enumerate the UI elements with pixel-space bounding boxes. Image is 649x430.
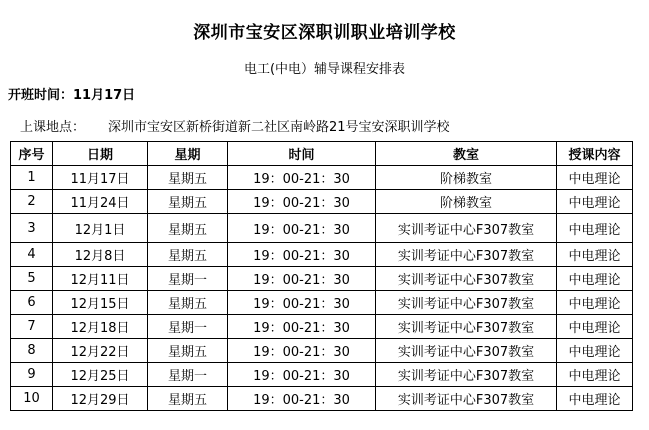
cell-content: 中电理论	[557, 166, 633, 190]
cell-time: 19：00-21：30	[228, 166, 376, 190]
cell-time: 19：00-21：30	[228, 339, 376, 363]
start-time: 开班时间：11月17日	[8, 88, 136, 103]
cell-time: 19：00-21：30	[228, 243, 376, 267]
table-row	[11, 387, 633, 411]
cell-time: 19：00-21：30	[228, 315, 376, 339]
cell-date: 12月18日	[53, 315, 148, 339]
cell-content: 中电理论	[557, 267, 633, 291]
cell-date: 12月8日	[53, 243, 148, 267]
cell-weekday: 星期五	[148, 166, 228, 190]
cell-date: 12月15日	[53, 291, 148, 315]
location-label: 上课地点：	[20, 120, 86, 135]
cell-content: 中电理论	[557, 387, 633, 411]
cell-weekday: 星期五	[148, 214, 228, 243]
cell-date: 12月11日	[53, 267, 148, 291]
cell-room: 阶梯教室	[376, 166, 557, 190]
table-header-row	[11, 142, 633, 166]
column-header-date: 日期	[53, 142, 148, 166]
cell-weekday: 星期一	[148, 267, 228, 291]
cell-no: 8	[11, 339, 53, 363]
cell-weekday: 星期五	[148, 291, 228, 315]
cell-weekday: 星期五	[148, 190, 228, 214]
table-row	[11, 363, 633, 387]
cell-no: 3	[11, 214, 53, 243]
cell-time: 19：00-21：30	[228, 267, 376, 291]
column-header-no: 序号	[11, 142, 53, 166]
cell-no: 2	[11, 190, 53, 214]
table-row	[11, 190, 633, 214]
column-header-time: 时间	[228, 142, 376, 166]
table-row	[11, 166, 633, 190]
cell-content: 中电理论	[557, 315, 633, 339]
cell-weekday: 星期五	[148, 243, 228, 267]
cell-room: 实训考证中心F307教室	[376, 243, 557, 267]
cell-no: 6	[11, 291, 53, 315]
cell-content: 中电理论	[557, 243, 633, 267]
cell-content: 中电理论	[557, 363, 633, 387]
table-row	[11, 243, 633, 267]
cell-date: 12月22日	[53, 339, 148, 363]
cell-no: 10	[11, 387, 53, 411]
cell-date: 12月1日	[53, 214, 148, 243]
cell-content: 中电理论	[557, 190, 633, 214]
cell-content: 中电理论	[557, 339, 633, 363]
table-row	[11, 214, 633, 243]
column-header-content: 授课内容	[557, 142, 633, 166]
cell-room: 实训考证中心F307教室	[376, 387, 557, 411]
cell-date: 12月29日	[53, 387, 148, 411]
cell-weekday: 星期一	[148, 363, 228, 387]
cell-date: 12月25日	[53, 363, 148, 387]
schedule-table	[10, 141, 633, 411]
cell-room: 实训考证中心F307教室	[376, 315, 557, 339]
cell-no: 9	[11, 363, 53, 387]
cell-time: 19：00-21：30	[228, 214, 376, 243]
cell-time: 19：00-21：30	[228, 387, 376, 411]
cell-room: 阶梯教室	[376, 190, 557, 214]
cell-weekday: 星期五	[148, 387, 228, 411]
cell-no: 1	[11, 166, 53, 190]
cell-content: 中电理论	[557, 291, 633, 315]
cell-date: 11月24日	[53, 190, 148, 214]
cell-room: 实训考证中心F307教室	[376, 363, 557, 387]
table-row	[11, 291, 633, 315]
cell-content: 中电理论	[557, 214, 633, 243]
cell-no: 7	[11, 315, 53, 339]
cell-room: 实训考证中心F307教室	[376, 267, 557, 291]
cell-time: 19：00-21：30	[228, 190, 376, 214]
cell-room: 实训考证中心F307教室	[376, 291, 557, 315]
cell-weekday: 星期一	[148, 315, 228, 339]
page-subtitle: 电工(中电）辅导课程安排表	[243, 62, 406, 77]
cell-time: 19：00-21：30	[228, 363, 376, 387]
cell-no: 5	[11, 267, 53, 291]
cell-time: 19：00-21：30	[228, 291, 376, 315]
cell-weekday: 星期五	[148, 339, 228, 363]
location-line	[20, 116, 450, 135]
table-row	[11, 339, 633, 363]
table-row	[11, 315, 633, 339]
page-title: 深圳市宝安区深职训职业培训学校	[193, 23, 456, 43]
column-header-weekday: 星期	[148, 142, 228, 166]
cell-date: 11月17日	[53, 166, 148, 190]
cell-no: 4	[11, 243, 53, 267]
table-row	[11, 267, 633, 291]
cell-room: 实训考证中心F307教室	[376, 339, 557, 363]
column-header-room: 教室	[376, 142, 557, 166]
location-value: 深圳市宝安区新桥街道新二社区南岭路21号宝安深职训学校	[108, 120, 450, 135]
cell-room: 实训考证中心F307教室	[376, 214, 557, 243]
